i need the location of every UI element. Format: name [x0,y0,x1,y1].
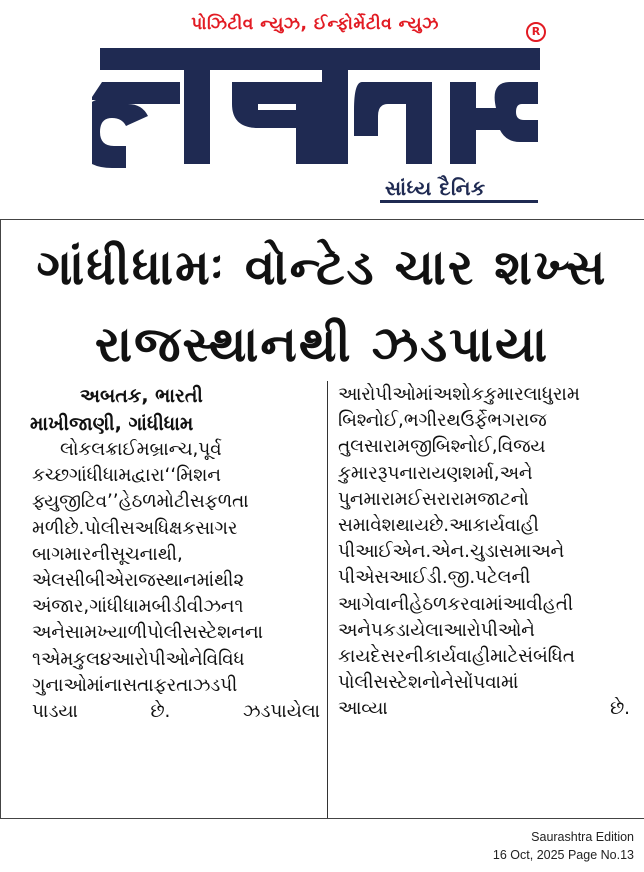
body-line: પીએસઆઈડી.જી.પટેલની [338,567,531,589]
column-divider [327,381,328,818]
headline-line-1: ગાંધીધામઃ વોન્ટેડ ચાર શખ્સ [36,239,608,296]
body-line: બિશ્નોઈ,ભગીરથઉર્ફેભગરાજ [338,410,547,432]
body-line: આવ્યા છે. [338,698,630,720]
dateline-line-1: અબતક, ભારતી [80,385,203,407]
clipping-left-border [0,219,1,818]
body-line: મળીછે.પોલીસઅધિક્ષકસાગર [32,517,238,539]
footer-date-page: 16 Oct, 2025 Page No.13 [492,848,634,862]
body-line: કુમારરૂપનારાયણશર્મા,અને [338,462,533,484]
clipping-top-border [0,219,644,220]
body-line: કાયદેસરનીકાર્યવાહીમાટેસંબંધિત [338,645,575,667]
body-line: તુલસારામજીબિશ્નોઈ,વિજય [338,436,546,458]
body-line: બાગમારનીસૂચનાથી, [32,543,183,565]
edition-type: સાંધ્ય દૈનિક [385,176,486,200]
dateline [30,382,320,438]
body-line: અનેપકડાયેલાઆરોપીઓને [338,619,535,641]
body-line: કચ્છગાંધીધામદ્વારા‘‘મિશન [32,465,221,487]
dateline-line-2: માખીજાણી, ગાંધીધામ [30,413,194,435]
body-line: પુનમારામઈસરારામજાટનો [338,488,529,510]
masthead [0,0,644,215]
body-line: લોકલક્રાઈમબ્રાન્ચ,પૂર્વ [60,439,222,460]
headline-line-2: રાજસ્થાનથી ઝડપાયા [94,316,550,373]
body-line: આરોપીઓમાંઅશોકકુમારલાધુરામ [338,384,580,405]
body-line: એલસીબીએરાજસ્થાનમાંથી૨ [32,569,245,591]
footer-edition: Saurashtra Edition [531,830,634,844]
tagline: પોઝિટીવ ન્યુઝ, ઈન્ફોર્મેટીવ ન્યુઝ [191,14,439,34]
body-line: ૧એમકુલ૪આરોપીઓનેવિવિધ [32,648,245,670]
registered-trademark-icon: R [526,22,546,42]
masthead-underline [380,200,538,203]
body-line: સમાવેશથાયછે.આકાર્યવાહી [338,514,539,536]
body-line: ફ્યુજીટિવ’’હેઠળમોટીસફળતા [32,491,249,513]
article-body-right-column [338,382,630,722]
article-body-left-column [32,437,320,725]
body-line: પાડયા છે. ઝડપાયેલા [32,700,320,722]
body-line: અનેસામખ્યાળીપોલીસસ્ટેશનના [32,622,263,644]
body-line: પીઆઈએન.એન.ચુડાસમાઅને [338,541,565,563]
body-line: ગુનાઓમાંનાસતાફરતાઝડપી [32,674,238,696]
body-line: અંજાર,ગાંધીધામબીડીવીઝન૧ [32,596,244,618]
clipping-bottom-border [0,818,644,819]
newspaper-logo [92,40,542,172]
body-line: પોલીસસ્ટેશનોનેસોંપવામાં [338,672,519,694]
body-line: આગેવાનીહેઠળકરવામાંઆવીહતી [338,593,574,615]
